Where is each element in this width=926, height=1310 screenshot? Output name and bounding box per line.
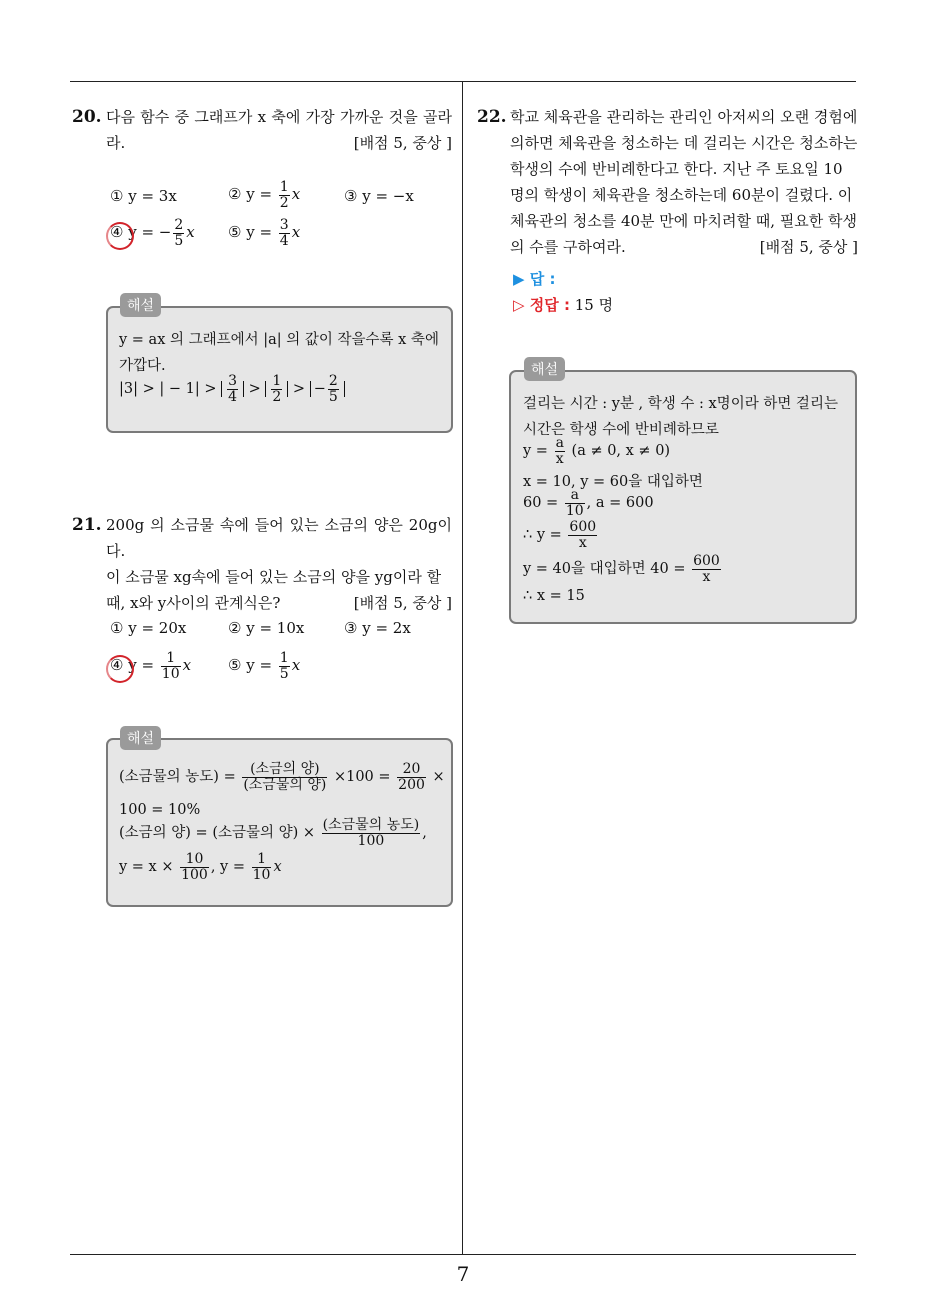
question-22-line-6-row bbox=[510, 234, 858, 260]
q21-solution-line-2: 100 = 10% bbox=[119, 802, 201, 818]
q22-solution-line-7 bbox=[523, 554, 723, 584]
frac-600b: 600 bbox=[693, 553, 720, 569]
frac-10: 10 bbox=[180, 852, 209, 868]
q21-solution-tag: 해설 bbox=[120, 726, 161, 750]
q21-choice-1[interactable]: ① y = 20x bbox=[110, 619, 187, 637]
q21-choice-3[interactable]: ③ y = 2x bbox=[344, 619, 411, 637]
frac-100b: 100 bbox=[181, 866, 208, 883]
q22-solution-line-5 bbox=[523, 488, 654, 518]
correct-answer-row bbox=[513, 294, 613, 315]
q20-solution-line-2: 가깝다. bbox=[119, 358, 166, 374]
question-20-text bbox=[106, 104, 452, 156]
frac-20: 20 bbox=[397, 762, 426, 778]
frac-x3: x bbox=[702, 568, 711, 585]
text-y-eq: y = bbox=[523, 443, 548, 460]
question-21-number: 21. bbox=[72, 515, 102, 535]
q20-solution-box bbox=[106, 306, 453, 433]
frac-a2: a bbox=[565, 488, 585, 504]
question-22-line-6: 의 수를 구하여라. bbox=[510, 238, 626, 256]
answer-row bbox=[513, 268, 555, 289]
question-22-line-3: 학생의 수에 반비례한다고 한다. 지난 주 토요일 10 bbox=[510, 160, 843, 178]
question-22-meta: [배점 5, 중상 ] bbox=[759, 238, 858, 256]
q20-solution-line-3: |3| > | − 1| > $\frac{3}{4}$ > $\frac{1}{2}$ > − $\frac{2}{5}$ bbox=[119, 374, 345, 404]
q22-solution-line-2: 시간은 학생 수에 반비례하므로 bbox=[523, 422, 719, 438]
frac-200: 200 bbox=[398, 776, 425, 793]
text-condition: (a ≠ 0, x ≠ 0) bbox=[571, 443, 671, 460]
q21-solution-line-4 bbox=[119, 852, 282, 882]
frac-a: a bbox=[555, 435, 564, 451]
frac-10: 10 bbox=[565, 502, 584, 519]
column-divider bbox=[462, 81, 463, 1255]
question-22-number: 22. bbox=[477, 107, 507, 127]
q22-solution-tag: 해설 bbox=[524, 357, 565, 381]
text-y-eq-2: , y = bbox=[210, 859, 246, 876]
q20-solution-line-1: y = ax 의 그래프에서 |a| 의 값이 작을수록 x 축에 bbox=[119, 332, 439, 348]
question-21-line-3-row bbox=[106, 590, 452, 616]
text-x: x bbox=[273, 859, 282, 876]
q21-choice-5[interactable]: ⑤ y = $\frac{1}{5}$ x bbox=[228, 650, 301, 682]
q21-choice-2[interactable]: ② y = 10x bbox=[228, 619, 305, 637]
q20-solution-tag: 해설 bbox=[120, 293, 161, 317]
question-20-meta: [배점 5, 중상 ] bbox=[353, 134, 452, 152]
answer-label: ▶ 답 : bbox=[513, 270, 556, 288]
question-22-line-5: 체육관의 청소를 40분 만에 마치려할 때, 필요한 학생 bbox=[510, 212, 858, 230]
text-salt-eq: (소금의 양) = (소금물의 양) × bbox=[119, 825, 316, 842]
text-therefore-y: ∴ y = bbox=[523, 527, 562, 544]
q22-solution-box bbox=[509, 370, 857, 624]
q21-solution-box bbox=[106, 738, 453, 907]
page-number: 7 bbox=[456, 1262, 470, 1286]
q22-solution-line-1: 걸리는 시간 : y분 , 학생 수 : x명이라 하면 걸리는 bbox=[523, 396, 838, 412]
question-21-text bbox=[106, 512, 452, 616]
q20-choice-4[interactable]: ④ y = − $\frac{2}{5}$ x bbox=[110, 217, 195, 249]
frac-water: (소금물의 양) bbox=[243, 776, 327, 793]
bottom-rule bbox=[70, 1254, 856, 1255]
text-concentration: (소금물의 농도) = bbox=[119, 769, 236, 786]
frac-salt: (소금의 양) bbox=[242, 762, 327, 778]
text-times: × bbox=[432, 769, 445, 786]
question-20-number: 20. bbox=[72, 107, 102, 127]
frac-600: 600 bbox=[569, 519, 597, 535]
question-21-meta: [배점 5, 중상 ] bbox=[353, 594, 452, 612]
question-22-line-1: 학교 체육관을 관리하는 관리인 아저씨의 오랜 경험에 bbox=[510, 108, 858, 126]
text-y-eq: y = x × bbox=[119, 859, 174, 876]
q22-solution-line-3 bbox=[523, 436, 670, 466]
frac-10b: 10 bbox=[252, 866, 271, 883]
text-substitute: y = 40을 대입하면 40 = bbox=[523, 561, 686, 578]
text-60-eq: 60 = bbox=[523, 495, 559, 512]
frac-x: x bbox=[555, 450, 564, 467]
text-times100: ×100 = bbox=[333, 769, 391, 786]
q21-solution-line-3: (소금의 양) = (소금물의 양) × $\frac{\text{(소금물의 농도)}}{100}$ , bbox=[119, 817, 427, 849]
q20-choice-1[interactable]: ① y = 3x bbox=[110, 187, 177, 205]
q20-choice-3[interactable]: ③ y = −x bbox=[344, 187, 414, 205]
frac-1: 1 bbox=[252, 852, 272, 868]
question-21-line-1: 200g 의 소금물 속에 들어 있는 소금의 양은 20g이다. bbox=[106, 516, 452, 560]
q22-solution-line-8: ∴ x = 15 bbox=[523, 588, 585, 604]
q20-choice-5[interactable]: ⑤ y = $\frac{3}{4}$ x bbox=[228, 217, 301, 249]
q21-choice-4[interactable]: ④ y = $\frac{1}{10}$ x bbox=[110, 650, 192, 682]
correct-answer-value: 15 명 bbox=[574, 296, 614, 314]
correct-answer-label: ▷ 정답 : bbox=[513, 296, 570, 314]
question-22-line-4: 명의 학생이 체육관을 청소하는데 60분이 걸렸다. 이 bbox=[510, 186, 853, 204]
q22-solution-line-6 bbox=[523, 520, 599, 550]
question-22-line-2: 의하면 체육관을 청소하는 데 걸리는 시간은 청소하는 bbox=[510, 134, 858, 152]
frac-100: 100 bbox=[357, 832, 385, 849]
answer-mark-circle bbox=[106, 655, 134, 683]
q20-choice-2[interactable]: ② y = $\frac{1}{2}$ x bbox=[228, 179, 301, 211]
q21-solution-line-1 bbox=[119, 762, 445, 792]
q22-solution-line-4: x = 10, y = 60을 대입하면 bbox=[523, 474, 703, 490]
question-21-line-3: 때, x와 y사이의 관계식은? bbox=[106, 594, 281, 612]
text-a-eq: , a = 600 bbox=[586, 495, 654, 512]
frac-concentration: (소금물의 농도) bbox=[322, 817, 420, 833]
answer-mark-circle bbox=[106, 222, 134, 250]
question-22-text bbox=[510, 104, 858, 260]
top-rule bbox=[70, 81, 856, 82]
frac-x2: x bbox=[578, 534, 587, 551]
question-21-line-2: 이 소금물 xg속에 들어 있는 소금의 양을 yg이라 할 bbox=[106, 568, 442, 586]
question-20-body: 다음 함수 중 그래프가 x 축에 가장 가까운 것을 골라라. bbox=[106, 108, 452, 152]
